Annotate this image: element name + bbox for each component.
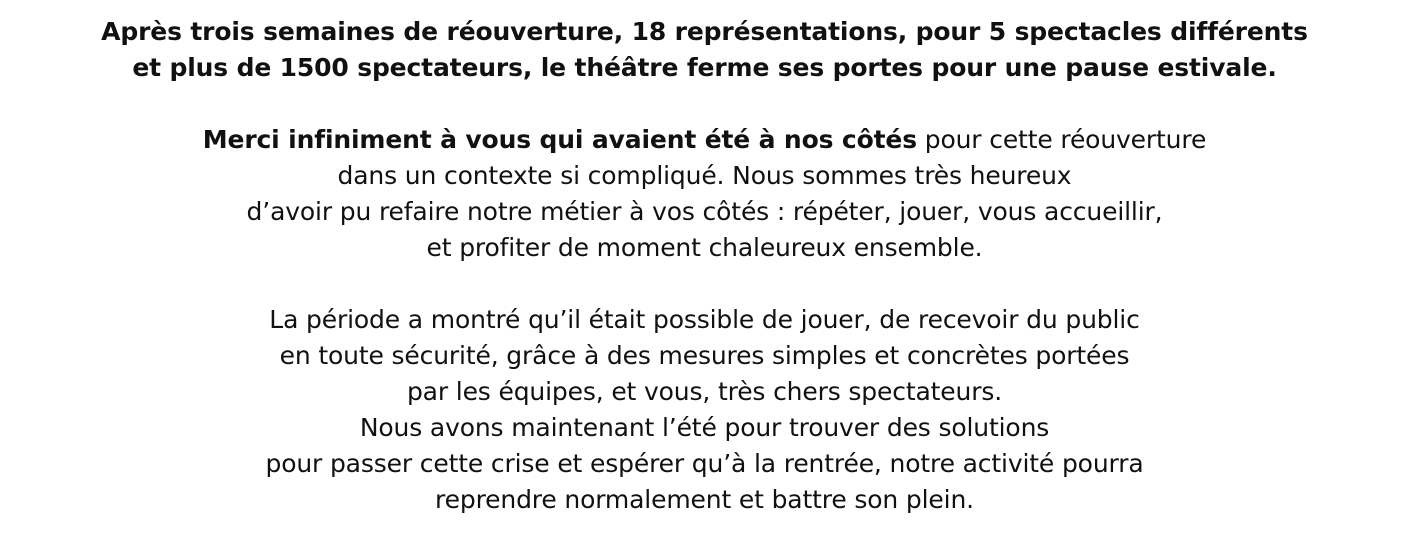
text-line: pour passer cette crise et espérer qu’à la rentrée, notre activité pourra [265,449,1144,478]
text-line: reprendre normalement et battre son plein. [435,485,974,514]
text-line [0,122,1409,158]
text-line: d’avoir pu refaire notre métier à vos côtés : répéter, jouer, vous accueillir, [246,197,1163,226]
text-line: Nous avons maintenant l’été pour trouver des solutions [359,413,1050,442]
text-line: dans un contexte si compliqué. Nous sommes très heureux [337,161,1072,190]
text-line: par les équipes, et vous, très chers spectateurs. [406,377,1003,406]
text-line: La période a montré qu’il était possible de jouer, de recevoir du public [269,305,1140,334]
text-line: et profiter de moment chaleureux ensemble. [426,233,983,262]
thanks-emphasis: Merci infiniment à vous qui avaient été à nos côtés [202,125,917,154]
paragraph-outlook [0,302,1409,518]
paragraph-thanks [0,122,1409,266]
text-fragment: pour cette réouverture [916,125,1207,154]
paragraph-reopening-summary [0,14,1409,86]
text-line: et plus de 1500 spectateurs, le théâtre ferme ses portes pour une pause estivale. [132,53,1277,82]
text-line: en toute sécurité, grâce à des mesures simples et concrètes portées [279,341,1130,370]
text-line: Après trois semaines de réouverture, 18 représentations, pour 5 spectacles différents [101,17,1308,46]
